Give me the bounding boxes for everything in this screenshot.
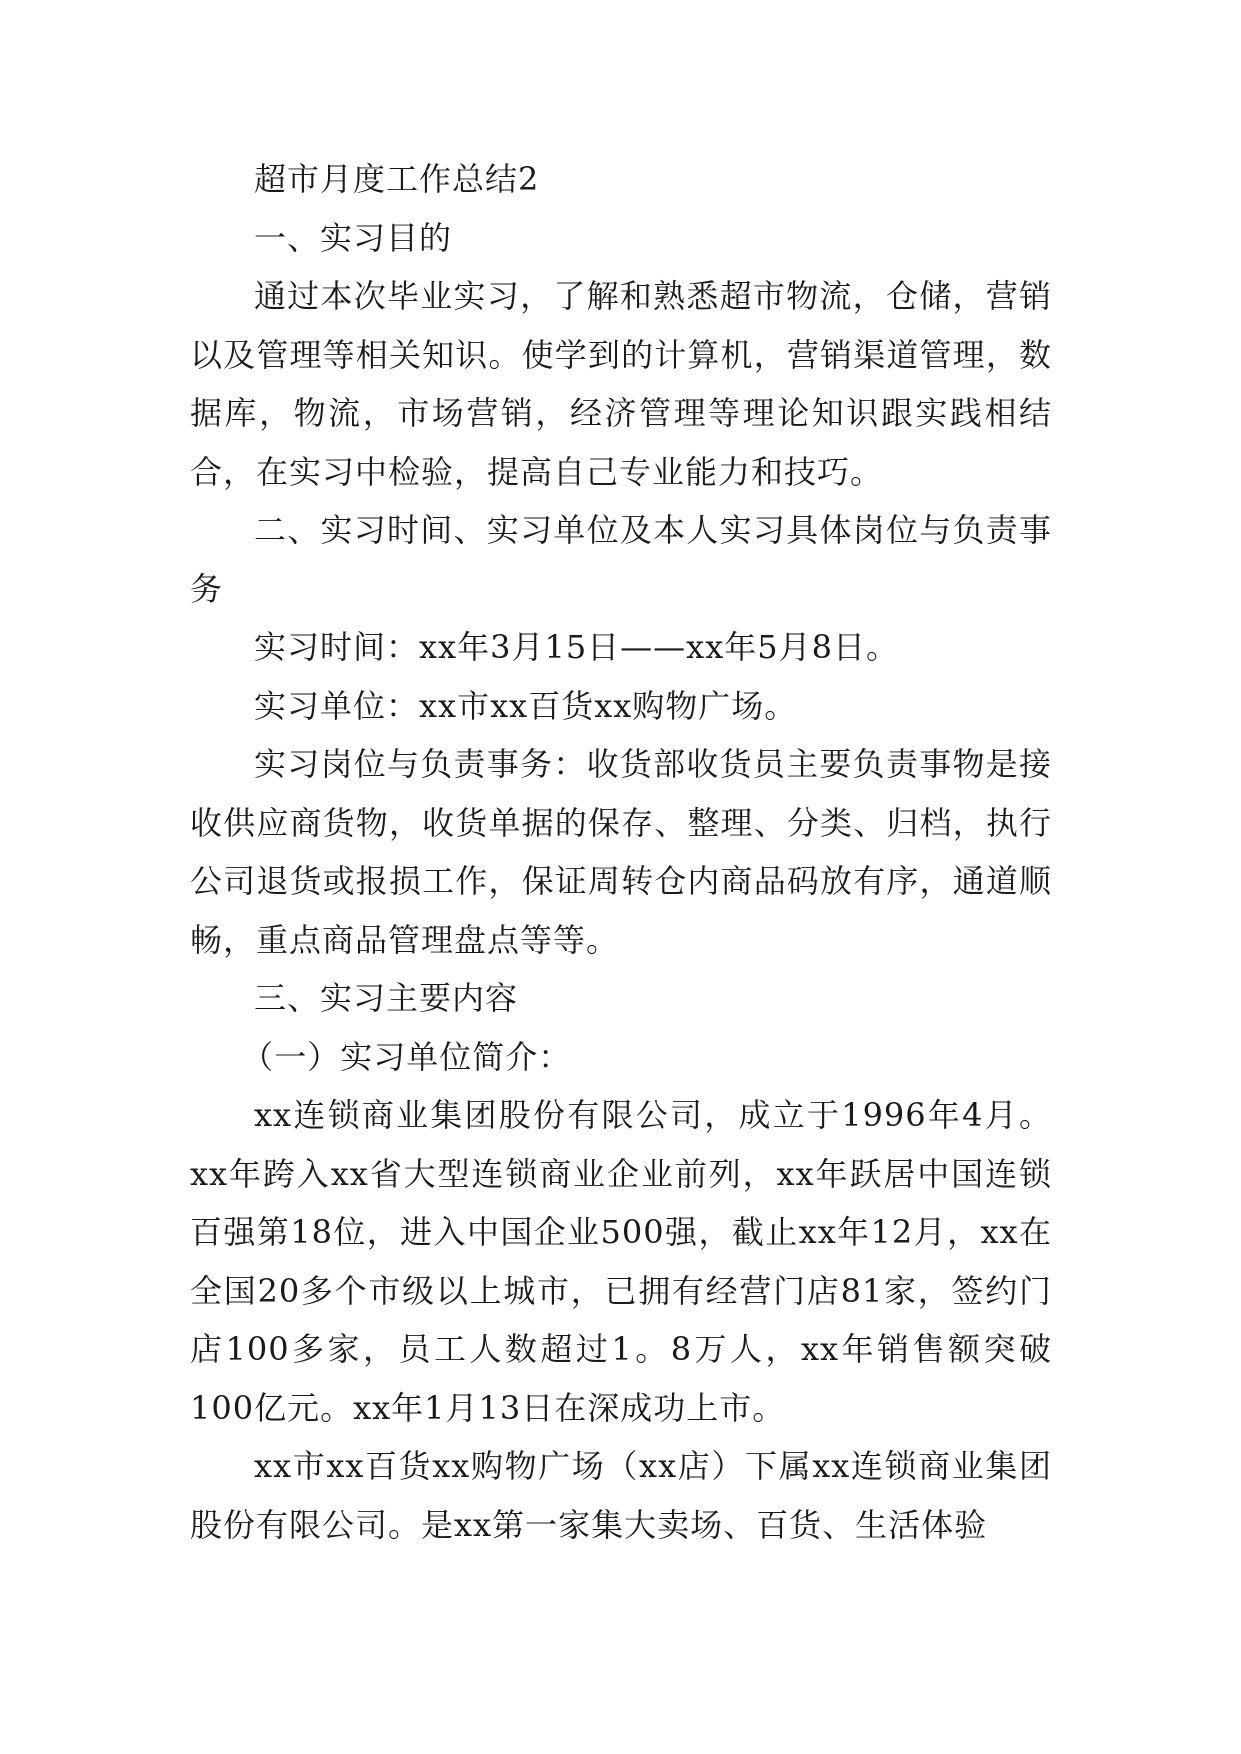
section-heading-purpose: 一、实习目的 [254, 218, 453, 257]
document-page [190, 150, 1052, 1554]
paragraph-purpose: 通过本次毕业实习，了解和熟悉超市物流，仓储，营销以及管理等相关知识。使学到的计算机，营销渠道管理，数据库，物流，市场营销，经济管理等理论知识跟实践相结合，在实习中检验，提高自己专业能力和技巧。 [190, 277, 1052, 491]
subsection-heading-unit-intro: （一）实习单位简介： [241, 1037, 572, 1076]
paragraph-internship-unit: 实习单位：xx市xx百货xx购物广场。 [254, 686, 798, 725]
paragraph-store-intro: xx市xx百货xx购物广场（xx店）下属xx连锁商业集团股份有限公司。是xx第一家集大卖场、百货、生活体验 [190, 1447, 1052, 1544]
paragraph-internship-time: 实习时间：xx年3月15日——xx年5月8日。 [254, 628, 899, 666]
section-heading-content: 三、实习主要内容 [254, 979, 519, 1017]
paragraph-internship-duties: 实习岗位与负责事务：收货部收货员主要负责事物是接收供应商货物，收货单据的保存、整理、分类、归档，执行公司退货或报损工作，保证周转仓内商品码放有序，通道顺畅，重点商品管理盘点等等。 [190, 745, 1052, 959]
section-heading-time-unit: 二、实习时间、实习单位及本人实习具体岗位与负责事务 [190, 511, 1052, 608]
paragraph-company-intro: xx连锁商业集团股份有限公司，成立于1996年4月。xx年跨入xx省大型连锁商业企业前列，xx年跃居中国连锁百强第18位，进入中国企业500强，截止xx年12月，xx在全国20多个市级以上城市，已拥有经营门店81家，签约门店100多家，员工人数超过1。8万人，xx年销售额突破100亿元。xx年1月13日在深成功上市。 [190, 1096, 1052, 1427]
document-title: 超市月度工作总结2 [254, 160, 540, 198]
